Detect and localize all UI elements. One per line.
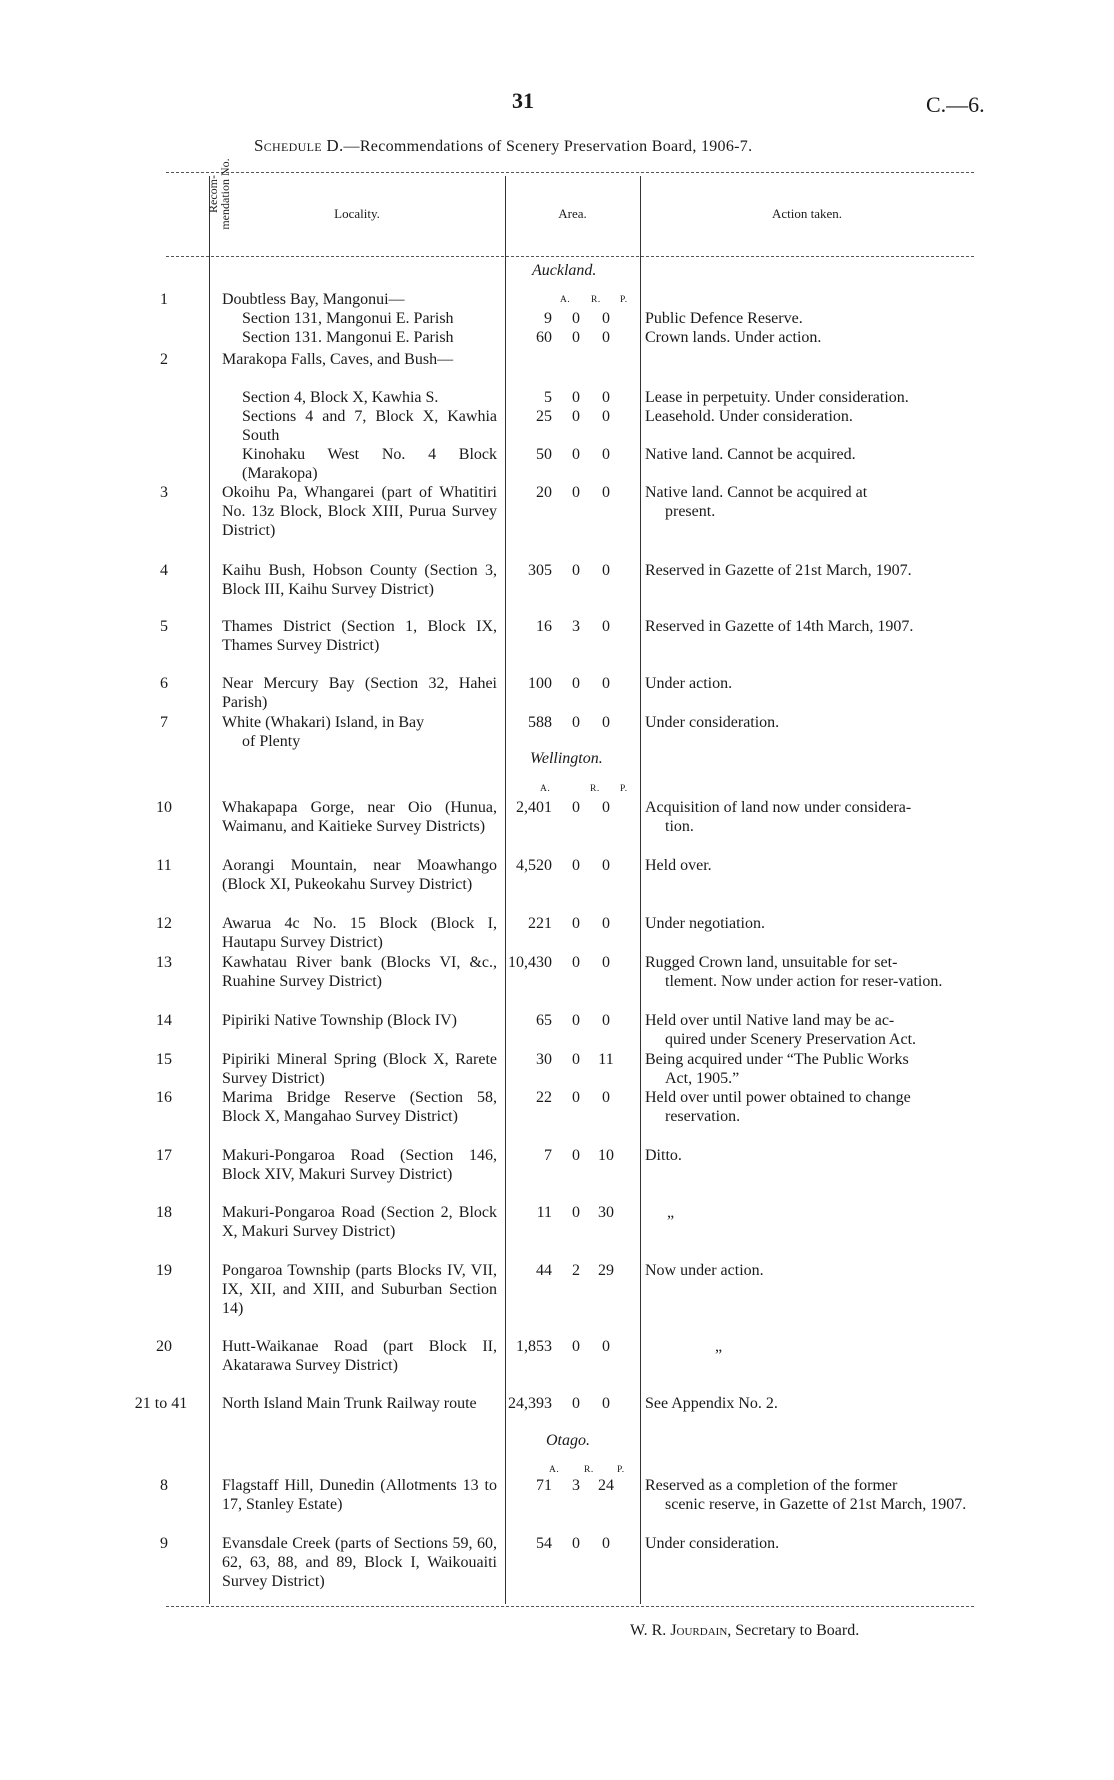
area-acres: 25 [536, 408, 552, 425]
locality: Section 131, Mangonui E. Parish [242, 310, 454, 327]
area-perches: 0 [602, 446, 610, 463]
area-roods: 0 [572, 1147, 580, 1164]
region-wellington: Wellington. [530, 750, 603, 767]
area-roods: 3 [572, 1477, 580, 1494]
action: Being acquired under “The Public Works [645, 1051, 909, 1068]
rec-no: 13 [156, 954, 172, 971]
rec-no: 1 [160, 291, 168, 308]
locality: White (Whakari) Island, in Bay [222, 714, 425, 731]
area-perches: 0 [602, 310, 610, 327]
area-perches: 0 [602, 954, 610, 971]
area-acres: 1,853 [516, 1338, 552, 1355]
area-acres: 20 [536, 484, 552, 501]
action: Now under action. [645, 1262, 764, 1279]
signature-surname: Jourdain [670, 1622, 728, 1639]
document-code: C.—6. [926, 92, 985, 117]
col-divider-1 [209, 176, 210, 1604]
area-acres: 9 [544, 310, 552, 327]
locality: Sections 4 and 7, Block X, Kawhia South [242, 408, 497, 444]
table-top-rule [166, 172, 974, 173]
locality: Pongaroa Township (parts Blocks IV, VII, IX, XII, and XIII, and Suburban Section 14) [222, 1262, 497, 1317]
action: Acquisition of land now under considera- [645, 799, 912, 816]
area-acres: 10,430 [508, 954, 552, 971]
rec-no: 20 [156, 1338, 172, 1355]
area-perches: 0 [602, 408, 610, 425]
area-perches: 11 [598, 1051, 614, 1068]
locality: Pipiriki Mineral Spring (Block X, Rarete Survey District) [222, 1051, 497, 1087]
title-prefix: Schedule D. [254, 136, 344, 155]
area-acres: 65 [536, 1012, 552, 1029]
action: Crown lands. Under action. [645, 329, 822, 346]
unit-r: R. [584, 1465, 594, 1475]
action: Held over until Native land may be ac- [645, 1012, 895, 1029]
area-roods: 0 [572, 857, 580, 874]
area-roods: 0 [572, 1089, 580, 1106]
rec-no: 8 [160, 1477, 168, 1494]
header-locality: Locality. [334, 206, 380, 221]
area-roods: 0 [572, 799, 580, 816]
locality-cont: of Plenty [242, 733, 301, 750]
rec-no: 2 [160, 351, 168, 368]
area-acres: 2,401 [516, 799, 552, 816]
area-roods: 2 [572, 1262, 580, 1279]
area-acres: 221 [528, 915, 552, 932]
area-perches: 0 [602, 562, 610, 579]
action-ditto: „ [715, 1338, 723, 1355]
header-area: Area. [558, 206, 587, 221]
locality: Kaihu Bush, Hobson County (Section 3, Block III, Kaihu Survey District) [222, 562, 497, 598]
rec-no: 11 [156, 857, 172, 874]
action-cont: reservation. [665, 1108, 741, 1125]
rec-no: 15 [156, 1051, 172, 1068]
unit-r: R. [591, 295, 601, 305]
action: Native land. Cannot be acquired. [645, 446, 856, 463]
locality: Makuri-Pongaroa Road (Section 146, Block XIV, Makuri Survey District) [222, 1147, 497, 1183]
header-action: Action taken. [771, 206, 843, 221]
signature-line [630, 1622, 859, 1640]
area-roods: 0 [572, 915, 580, 932]
area-perches: 29 [598, 1262, 614, 1279]
area-acres: 5 [544, 389, 552, 406]
rec-no: 12 [156, 915, 172, 932]
area-acres: 44 [536, 1262, 552, 1279]
action-ditto: „ [667, 1204, 675, 1221]
area-perches: 0 [602, 389, 610, 406]
header-bottom-rule [166, 256, 974, 257]
action: Ditto. [645, 1147, 682, 1164]
rec-no: 17 [156, 1147, 172, 1164]
locality: Kawhatau River bank (Blocks VI, &c., Ruahine Survey District) [222, 954, 497, 990]
unit-p: P. [620, 295, 628, 305]
area-perches: 10 [598, 1147, 614, 1164]
locality: Marima Bridge Reserve (Section 58, Block X, Mangahao Survey District) [222, 1089, 497, 1125]
area-acres: 24,393 [508, 1395, 552, 1412]
locality: Aorangi Mountain, near Moawhango (Block XI, Pukeokahu Survey District) [222, 857, 497, 893]
action-cont: Act, 1905.” [665, 1070, 740, 1087]
area-roods: 0 [572, 675, 580, 692]
area-perches: 0 [602, 675, 610, 692]
area-perches: 0 [602, 484, 610, 501]
rec-no: 5 [160, 618, 168, 635]
area-roods: 3 [572, 618, 580, 635]
locality: North Island Main Trunk Railway route [222, 1395, 477, 1412]
unit-a: A. [540, 784, 551, 794]
action: Under negotiation. [645, 915, 765, 932]
unit-r: R. [590, 784, 600, 794]
action: Public Defence Reserve. [645, 310, 803, 327]
rec-no: 9 [160, 1535, 168, 1552]
signature-role: , Secretary to Board. [727, 1622, 860, 1639]
area-roods: 0 [572, 446, 580, 463]
area-perches: 0 [602, 1338, 610, 1355]
area-perches: 0 [602, 799, 610, 816]
area-roods: 0 [572, 1012, 580, 1029]
locality: Makuri-Pongaroa Road (Section 2, Block X, Makuri Survey District) [222, 1204, 497, 1240]
action: Under action. [645, 675, 733, 692]
rec-no: 14 [156, 1012, 172, 1029]
area-acres: 4,520 [516, 857, 552, 874]
action: Leasehold. Under consideration. [645, 408, 853, 425]
action: Reserved in Gazette of 14th March, 1907. [645, 618, 914, 635]
rec-no: 3 [160, 484, 168, 501]
region-otago: Otago. [546, 1432, 590, 1449]
area-acres: 60 [536, 329, 552, 346]
rec-no: 6 [160, 675, 168, 692]
locality: Whakapapa Gorge, near Oio (Hunua, Waimanu, and Kaitieke Survey Districts) [222, 799, 497, 835]
rec-no: 19 [156, 1262, 172, 1279]
area-roods: 0 [572, 562, 580, 579]
area-perches: 0 [602, 714, 610, 731]
title-rest: —Recommendations of Scenery Preservation Board, 1906-7. [343, 138, 753, 155]
area-perches: 0 [602, 857, 610, 874]
table-bottom-rule [166, 1606, 974, 1607]
unit-p: P. [617, 1465, 625, 1475]
area-perches: 0 [602, 618, 610, 635]
area-roods: 0 [572, 1535, 580, 1552]
action: Held over until power obtained to change [645, 1089, 911, 1106]
page-number: 31 [512, 88, 534, 113]
action: Native land. Cannot be acquired at [645, 484, 868, 501]
rec-no: 4 [160, 562, 168, 579]
area-roods: 0 [572, 714, 580, 731]
area-roods: 0 [572, 389, 580, 406]
area-acres: 7 [544, 1147, 552, 1164]
action-cont: tion. [665, 818, 694, 835]
locality: Marakopa Falls, Caves, and Bush— [222, 351, 454, 368]
rec-no: 16 [156, 1089, 172, 1106]
locality: Kinohaku West No. 4 Block (Marakopa) [242, 446, 497, 482]
area-acres: 30 [536, 1051, 552, 1068]
col-divider-2 [505, 176, 506, 1604]
locality: Hutt-Waikanae Road (part Block II, Akatarawa Survey District) [222, 1338, 497, 1374]
area-roods: 0 [572, 408, 580, 425]
area-acres: 100 [528, 675, 552, 692]
unit-p: P. [620, 784, 628, 794]
unit-a: A. [549, 1465, 560, 1475]
area-acres: 305 [528, 562, 552, 579]
area-acres: 588 [528, 714, 552, 731]
action-cont: present. [665, 503, 716, 520]
action-cont: tlement. Now under action for reser-vation. [665, 973, 943, 990]
area-roods: 0 [572, 1395, 580, 1412]
area-roods: 0 [572, 329, 580, 346]
unit-a: A. [560, 295, 571, 305]
area-acres: 71 [536, 1477, 552, 1494]
area-acres: 22 [536, 1089, 552, 1106]
signature-initials: W. R. [630, 1622, 671, 1639]
area-acres: 16 [536, 618, 552, 635]
area-perches: 0 [602, 1535, 610, 1552]
action: Held over. [645, 857, 712, 874]
locality: Evansdale Creek (parts of Sections 59, 60, 62, 63, 88, and 89, Block I, Waikouaiti Survey District) [222, 1535, 497, 1590]
action: Rugged Crown land, unsuitable for set- [645, 954, 898, 971]
area-roods: 0 [572, 484, 580, 501]
action: Reserved in Gazette of 21st March, 1907. [645, 562, 912, 579]
area-acres: 50 [536, 446, 552, 463]
header-recommendation-no: Recom-mendation No. [206, 158, 232, 230]
locality: Okoihu Pa, Whangarei (part of Whatitiri No. 13z Block, Block XIII, Purua Survey District) [222, 484, 497, 539]
rec-no: 10 [156, 799, 172, 816]
action: See Appendix No. 2. [645, 1395, 778, 1412]
area-acres: 11 [536, 1204, 552, 1221]
area-roods: 0 [572, 1338, 580, 1355]
area-perches: 24 [598, 1477, 614, 1494]
area-roods: 0 [572, 310, 580, 327]
locality: Awarua 4c No. 15 Block (Block I, Hautapu Survey District) [222, 915, 497, 951]
area-perches: 30 [598, 1204, 614, 1221]
area-perches: 0 [602, 1012, 610, 1029]
action: Under consideration. [645, 714, 780, 731]
action: Lease in perpetuity. Under consideration. [645, 389, 909, 406]
action: Reserved as a completion of the former [645, 1477, 898, 1494]
action-cont: quired under Scenery Preservation Act. [665, 1031, 917, 1048]
locality: Near Mercury Bay (Section 32, Hahei Parish) [222, 675, 497, 711]
area-perches: 0 [602, 1089, 610, 1106]
action: Under consideration. [645, 1535, 780, 1552]
locality: Doubtless Bay, Mangonui— [222, 291, 405, 308]
region-auckland: Auckland. [532, 262, 597, 279]
area-perches: 0 [602, 915, 610, 932]
rec-no: 7 [160, 714, 168, 731]
rec-no: 18 [156, 1204, 172, 1221]
locality: Pipiriki Native Township (Block IV) [222, 1012, 458, 1029]
area-perches: 0 [602, 1395, 610, 1412]
col-divider-3 [640, 176, 641, 1604]
locality: Flagstaff Hill, Dunedin (Allotments 13 to 17, Stanley Estate) [222, 1477, 497, 1513]
locality: Section 4, Block X, Kawhia S. [242, 389, 439, 406]
area-perches: 0 [602, 329, 610, 346]
area-acres: 54 [536, 1535, 552, 1552]
schedule-title [254, 136, 752, 156]
action-cont: scenic reserve, in Gazette of 21st March, 1907. [665, 1496, 967, 1513]
rec-no: 21 to 41 [134, 1395, 188, 1412]
locality: Section 131. Mangonui E. Parish [242, 329, 454, 346]
area-roods: 0 [572, 1051, 580, 1068]
locality: Thames District (Section 1, Block IX, Thames Survey District) [222, 618, 497, 654]
area-roods: 0 [572, 1204, 580, 1221]
area-roods: 0 [572, 954, 580, 971]
